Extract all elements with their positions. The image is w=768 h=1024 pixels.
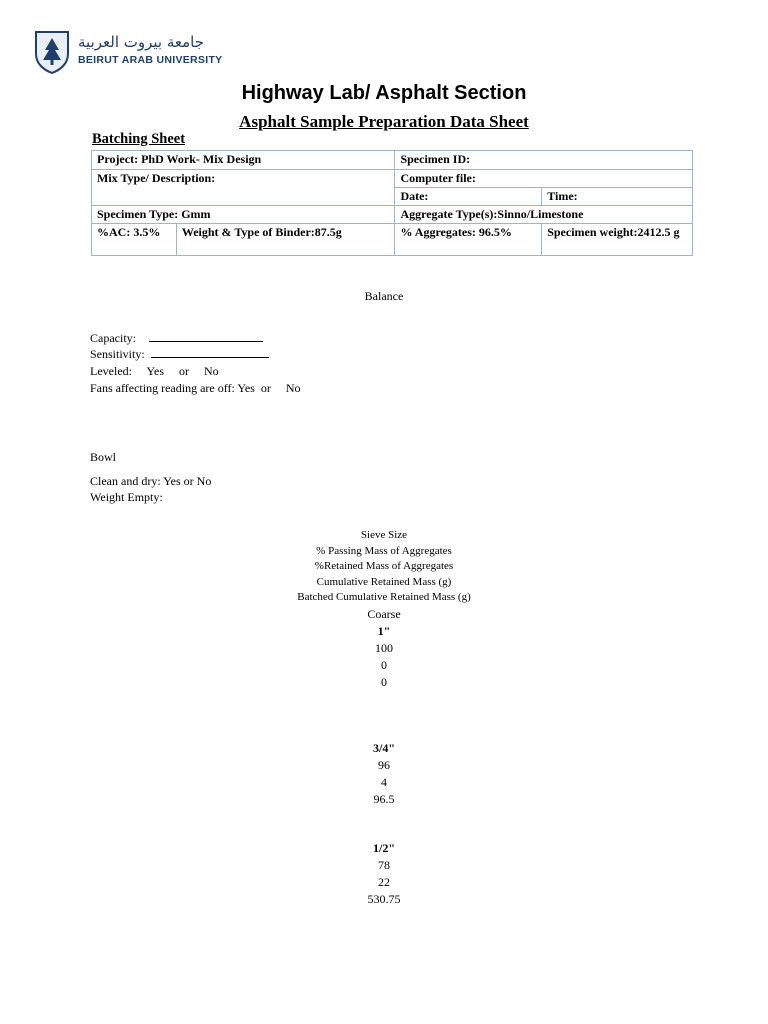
leveled-row — [90, 364, 219, 379]
computer-file-cell: Computer file: — [395, 170, 693, 188]
specimen-id-cell: Specimen ID: — [395, 151, 693, 170]
bowl-weight-row: Weight Empty: — [90, 490, 163, 504]
sieve-cumulative: 530.75 — [367, 891, 401, 906]
sieve-size: 1/2" — [373, 840, 395, 855]
aggregate-type-cell: Aggregate Type(s):Sinno/Limestone — [395, 206, 693, 224]
sensitivity-label: Sensitivity: — [90, 347, 145, 361]
fans-row: Fans affecting reading are off: Yes or No — [90, 381, 301, 395]
sieve-header-passing: % Passing Mass of Aggregates — [316, 544, 452, 557]
capacity-label: Capacity: — [90, 331, 136, 345]
sensitivity-blank — [151, 347, 269, 358]
logo-english-text: BEIRUT ARAB UNIVERSITY — [78, 54, 223, 66]
sieve-header-cumulative: Cumulative Retained Mass (g) — [316, 575, 452, 588]
bowl-clean-row: Clean and dry: Yes or No — [90, 474, 212, 488]
sieve-cumulative: 96.5 — [373, 791, 395, 806]
time-cell: Time: — [542, 188, 693, 206]
sieve-passing: 78 — [378, 857, 390, 872]
leveled-label: Leveled: — [90, 364, 132, 378]
shield-icon — [34, 30, 70, 74]
sieve-size: 1" — [377, 623, 391, 638]
logo-arabic-text: جامعة بيروت العربية — [78, 33, 205, 51]
sieve-passing: 100 — [375, 640, 393, 655]
sensitivity-row — [90, 347, 269, 362]
sieve-section — [0, 528, 768, 908]
project-cell: Project: PhD Work- Mix Design — [92, 151, 395, 170]
sieve-header-coarse: Coarse — [367, 606, 401, 621]
sieve-header-batched: Batched Cumulative Retained Mass (g) — [297, 591, 471, 603]
ac-cell: %AC: 3.5% — [92, 224, 177, 256]
sieve-size: 3/4" — [373, 740, 395, 755]
mix-type-cell: Mix Type/ Description: — [92, 170, 395, 206]
bowl-heading: Bowl — [90, 450, 117, 464]
date-cell: Date: — [395, 188, 542, 206]
binder-cell: Weight & Type of Binder:87.5g — [176, 224, 395, 256]
page-title: Highway Lab/ Asphalt Section — [241, 82, 527, 104]
page-subtitle: Asphalt Sample Preparation Data Sheet — [239, 112, 529, 131]
sieve-retained: 22 — [378, 874, 390, 889]
leveled-options: Yes or No — [146, 364, 219, 378]
sieve-passing: 96 — [378, 757, 390, 772]
section-heading: Batching Sheet — [92, 131, 186, 147]
specimen-info-table — [91, 150, 693, 256]
balance-heading: Balance — [364, 289, 404, 303]
sieve-retained: 0 — [381, 657, 387, 672]
capacity-blank — [149, 331, 263, 342]
sieve-header-retained: %Retained Mass of Aggregates — [314, 560, 454, 572]
aggregates-cell: % Aggregates: 96.5% — [395, 224, 542, 256]
university-logo — [34, 30, 223, 76]
capacity-row — [90, 331, 263, 346]
sieve-cumulative: 0 — [381, 674, 387, 689]
sieve-retained: 4 — [381, 774, 387, 789]
specimen-type-cell: Specimen Type: Gmm — [92, 206, 395, 224]
specimen-weight-cell: Specimen weight:2412.5 g — [542, 224, 693, 256]
sieve-header-size: Sieve Size — [360, 529, 408, 541]
